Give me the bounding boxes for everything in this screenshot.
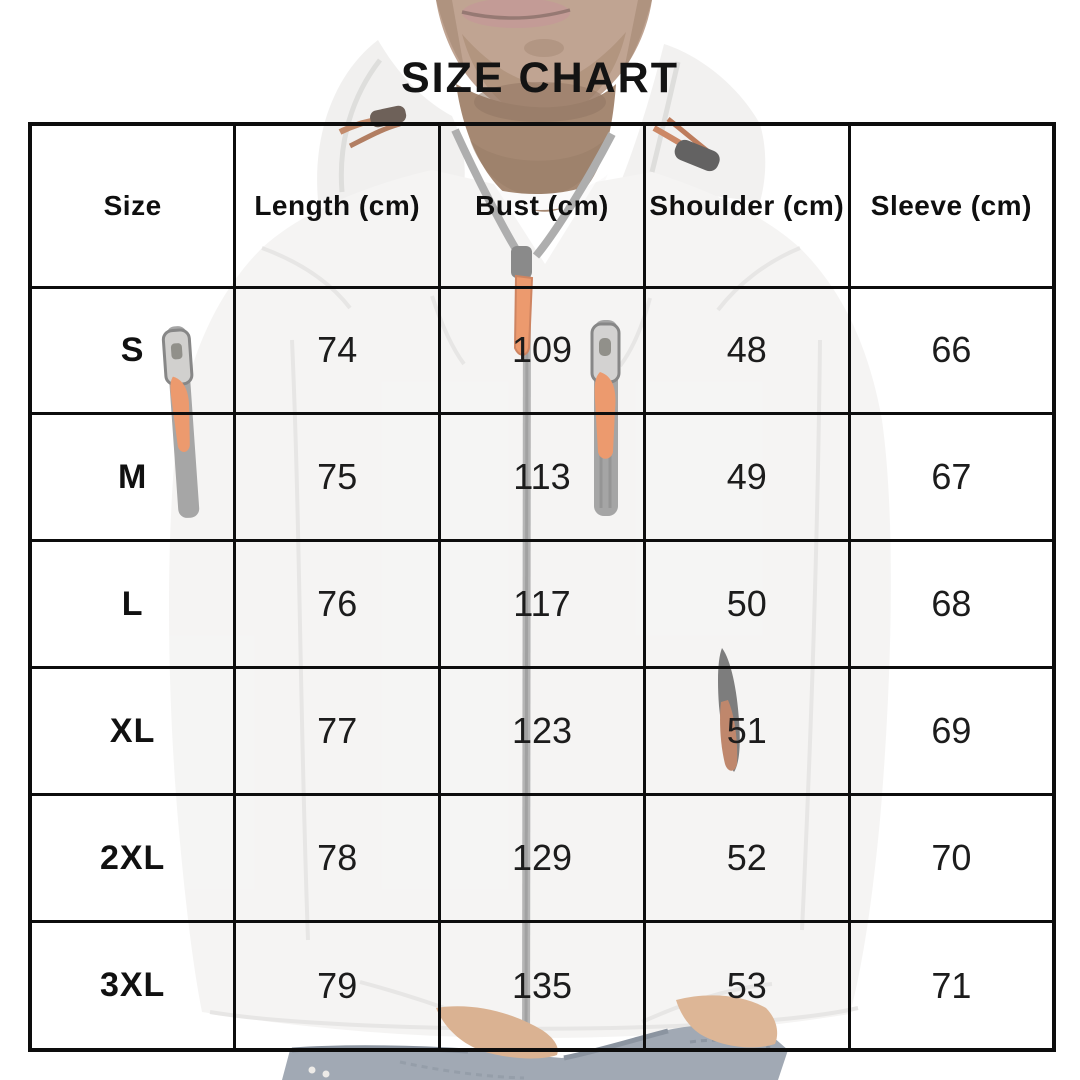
bust-value: 109 [440, 287, 645, 414]
length-value: 78 [235, 795, 440, 922]
sleeve-value: 67 [849, 414, 1054, 541]
shoulder-value: 52 [644, 795, 849, 922]
size-label: XL [30, 668, 235, 795]
bust-value: 123 [440, 668, 645, 795]
sleeve-value: 66 [849, 287, 1054, 414]
size-chart-table [28, 122, 1056, 1052]
shoulder-value: 49 [644, 414, 849, 541]
table-row [30, 922, 1054, 1050]
shoulder-value: 50 [644, 541, 849, 668]
table-header-row [30, 124, 1054, 287]
table-row [30, 668, 1054, 795]
bust-value: 135 [440, 922, 645, 1050]
table-row [30, 287, 1054, 414]
sleeve-value: 69 [849, 668, 1054, 795]
table-row [30, 414, 1054, 541]
col-header-bust: Bust (cm) [440, 124, 645, 287]
bust-value: 117 [440, 541, 645, 668]
length-value: 75 [235, 414, 440, 541]
table-row [30, 541, 1054, 668]
size-label: L [30, 541, 235, 668]
length-value: 79 [235, 922, 440, 1050]
col-header-shoulder: Shoulder (cm) [644, 124, 849, 287]
page-title: SIZE CHART [401, 54, 679, 102]
shoulder-value: 53 [644, 922, 849, 1050]
col-header-length: Length (cm) [235, 124, 440, 287]
bust-value: 129 [440, 795, 645, 922]
size-label: M [30, 414, 235, 541]
size-label: S [30, 287, 235, 414]
sleeve-value: 68 [849, 541, 1054, 668]
col-header-sleeve: Sleeve (cm) [849, 124, 1054, 287]
length-value: 77 [235, 668, 440, 795]
shoulder-value: 51 [644, 668, 849, 795]
sleeve-value: 70 [849, 795, 1054, 922]
table-row [30, 795, 1054, 922]
bust-value: 113 [440, 414, 645, 541]
sleeve-value: 71 [849, 922, 1054, 1050]
col-header-size: Size [30, 124, 235, 287]
size-label: 2XL [30, 795, 235, 922]
length-value: 74 [235, 287, 440, 414]
size-label: 3XL [30, 922, 235, 1050]
length-value: 76 [235, 541, 440, 668]
shoulder-value: 48 [644, 287, 849, 414]
